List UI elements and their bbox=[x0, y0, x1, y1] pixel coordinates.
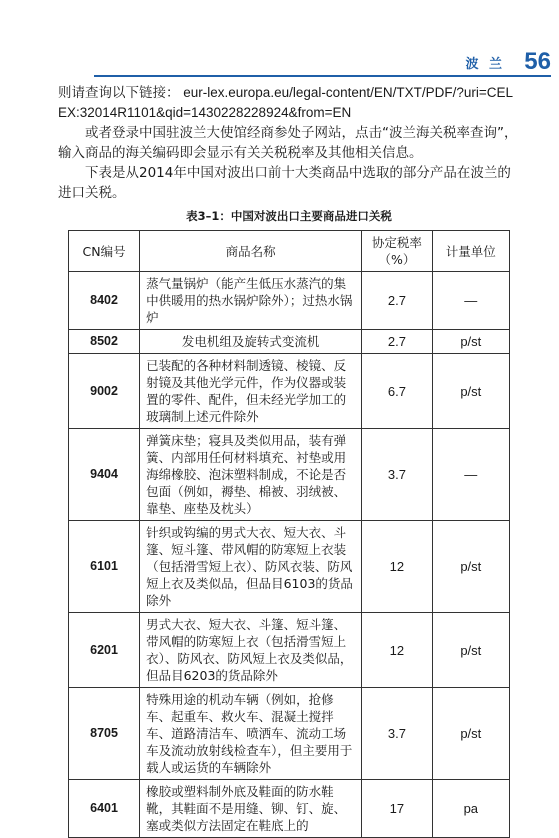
cell-name: 已装配的各种材料制透镜、棱镜、反射镜及其他光学元件，作为仪器或装置的零件、配件，但未经光学加工的玻璃制上述元件除外 bbox=[140, 354, 362, 429]
cell-rate: 6.7 bbox=[362, 354, 432, 429]
running-header-country: 波 兰 bbox=[465, 57, 505, 72]
link-paragraph bbox=[58, 83, 520, 123]
header-name: 商品名称 bbox=[140, 231, 362, 272]
cell-rate: 12 bbox=[362, 521, 432, 613]
cell-cn: 9404 bbox=[69, 429, 140, 521]
cell-unit: — bbox=[432, 429, 509, 521]
header-rule bbox=[94, 75, 551, 77]
table-row bbox=[69, 354, 510, 429]
cell-rate: 3.7 bbox=[362, 429, 432, 521]
table-header-row bbox=[69, 231, 510, 272]
cell-name: 橡胶或塑料制外底及鞋面的防水鞋靴，其鞋面不是用缝、铆、钉、旋、塞或类似方法固定在鞋底上的 bbox=[140, 780, 362, 838]
cell-unit: — bbox=[432, 272, 509, 330]
cell-unit: p/st bbox=[432, 354, 509, 429]
header-rate: 协定税率（%） bbox=[362, 231, 432, 272]
cell-cn: 8502 bbox=[69, 330, 140, 354]
cell-unit: p/st bbox=[432, 613, 509, 688]
cell-name: 弹簧床垫；寝具及类似用品，装有弹簧、内部用任何材料填充、衬垫或用海绵橡胶、泡沫塑料制成，不论是否包面（例如，褥垫、棉被、羽绒被、靠垫、座垫及枕头） bbox=[140, 429, 362, 521]
cell-unit: p/st bbox=[432, 521, 509, 613]
cell-name: 蒸气量锅炉（能产生低压水蒸汽的集中供暖用的热水锅炉除外）；过热水锅炉 bbox=[140, 272, 362, 330]
cell-cn: 8705 bbox=[69, 688, 140, 780]
paragraph-table-intro: 下表是从2014年中国对波出口前十大类商品中选取的部分产品在波兰的进口关税。 bbox=[58, 165, 511, 201]
cell-name: 男式大衣、短大衣、斗篷、短斗篷、带风帽的防寒短上衣（包括滑雪短上衣）、防风衣、防风短上衣及类似品，但品目6203的货品除外 bbox=[140, 613, 362, 688]
page-content bbox=[58, 83, 520, 838]
tariff-table bbox=[68, 230, 510, 838]
cell-name: 发电机组及旋转式变流机 bbox=[140, 330, 362, 354]
table-row bbox=[69, 688, 510, 780]
cell-cn: 8402 bbox=[69, 272, 140, 330]
cell-rate: 2.7 bbox=[362, 272, 432, 330]
cell-unit: p/st bbox=[432, 330, 509, 354]
cell-unit: pa bbox=[432, 780, 509, 838]
eur-lex-link[interactable]: eur-lex.europa.eu/legal-content/EN/TXT/PDF/?uri=CELEX:32014R1101&qid=1430228228924&from=EN bbox=[58, 85, 514, 120]
cell-cn: 9002 bbox=[69, 354, 140, 429]
cell-cn: 6101 bbox=[69, 521, 140, 613]
header-cn: CN编号 bbox=[69, 231, 140, 272]
table-row bbox=[69, 521, 510, 613]
paragraph-embassy: 或者登录中国驻波兰大使馆经商参处子网站，点击“波兰海关税率查询”，输入商品的海关编码即会显示有关关税税率及其他相关信息。 bbox=[58, 125, 518, 161]
cell-rate: 17 bbox=[362, 780, 432, 838]
page-header bbox=[0, 0, 559, 90]
cell-rate: 12 bbox=[362, 613, 432, 688]
cell-unit: p/st bbox=[432, 688, 509, 780]
link-prefix: 则请查询以下链接： bbox=[58, 85, 180, 101]
table-row bbox=[69, 613, 510, 688]
cell-name: 特殊用途的机动车辆（例如，抢修车、起重车、救火车、混凝土搅拌车、道路清洁车、喷洒车、流动工场车及流动放射线检查车），但主要用于载人或运货的车辆除外 bbox=[140, 688, 362, 780]
cell-name: 针织或钩编的男式大衣、短大衣、斗篷、短斗篷、带风帽的防寒短上衣装（包括滑雪短上衣）、防风衣装、防风短上衣及类似品，但品目6103的货品除外 bbox=[140, 521, 362, 613]
cell-cn: 6201 bbox=[69, 613, 140, 688]
table-row bbox=[69, 780, 510, 838]
cell-rate: 2.7 bbox=[362, 330, 432, 354]
table-row bbox=[69, 330, 510, 354]
table-row bbox=[69, 429, 510, 521]
table-title: 表3–1：中国对波出口主要商品进口关税 bbox=[186, 209, 392, 223]
table-row bbox=[69, 272, 510, 330]
cell-rate: 3.7 bbox=[362, 688, 432, 780]
cell-cn: 6401 bbox=[69, 780, 140, 838]
page-number: 56 bbox=[524, 48, 551, 75]
header-unit: 计量单位 bbox=[432, 231, 509, 272]
